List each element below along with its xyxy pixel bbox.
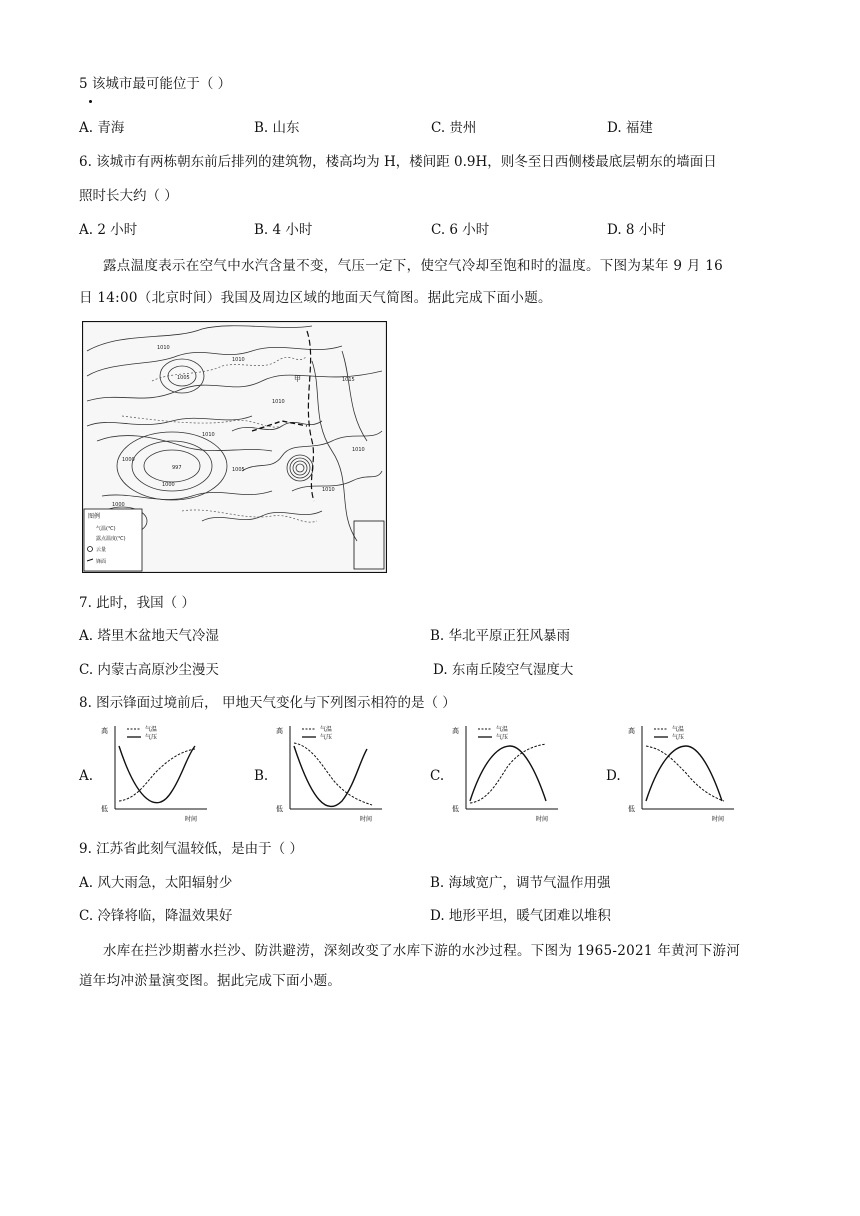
isobar-label: 1005 — [177, 375, 190, 381]
legend-item: 锋面 — [96, 559, 107, 565]
time-label: 时间 — [712, 816, 725, 823]
legend-temp: 气温 — [145, 726, 158, 733]
legend-item: 气温(℃) — [96, 526, 116, 532]
q7-option-d: D. 东南丘陵空气湿度大 — [433, 662, 574, 678]
isobar-label: 1000 — [162, 482, 175, 488]
q7-stem: 7. 此时，我国（ ） — [79, 595, 195, 611]
q9-option-b: B. 海域宽广，调节气温作用强 — [430, 875, 611, 891]
q7-option-a: A. 塔里木盆地天气冷湿 — [79, 628, 219, 644]
time-label: 时间 — [536, 816, 549, 823]
high-label: 高 — [276, 727, 283, 735]
high-label: 高 — [452, 727, 459, 735]
chart-c — [448, 721, 563, 826]
low-label: 低 — [101, 805, 108, 813]
legend-item: 露点温度(℃) — [96, 536, 126, 542]
q6-option-c: C. 6 小时 — [431, 222, 490, 238]
q6-stem-line2: 照时长大约（ ） — [79, 188, 178, 204]
low-label: 低 — [628, 805, 635, 813]
q8-option-b: B. — [254, 768, 269, 784]
isobar-label: 1010 — [352, 447, 365, 453]
isobar-label: 1005 — [232, 467, 245, 473]
chart-b — [272, 721, 387, 826]
isobar-label: 1015 — [342, 377, 355, 383]
isobar-label: 1000 — [122, 457, 135, 463]
time-label: 时间 — [185, 816, 198, 823]
intro-river-line2: 道年均冲淤量演变图。据此完成下面小题。 — [79, 973, 342, 989]
q8-stem: 8. 图示锋面过境前后， 甲地天气变化与下列图示相符的是（ ） — [79, 695, 456, 711]
low-label: 低 — [452, 805, 459, 813]
pressure-curve — [294, 746, 367, 806]
q6-stem-line1: 6. 该城市有两栋朝东前后排列的建筑物，楼高均为 H，楼间距 0.9H，则冬至日西侧楼最底层朝东的墙面日 — [79, 154, 717, 170]
q5-stem: 5 该城市最可能位于（ ） — [79, 76, 232, 92]
temp-curve — [294, 743, 372, 805]
intro-weather-line1: 露点温度表示在空气中水汽含量不变，气压一定下，使空气冷却至饱和时的温度。下图为某年 9 月 16 — [103, 258, 724, 274]
q8-option-c: C. — [430, 768, 445, 784]
q5-option-a: A. 青海 — [79, 120, 125, 136]
isobar-label: 997 — [172, 465, 182, 471]
chart-a — [97, 721, 212, 826]
legend-item: 云量 — [96, 547, 107, 553]
high-label: 高 — [101, 727, 108, 735]
isobar-label: 1010 — [157, 345, 170, 351]
intro-river-line1: 水库在拦沙期蓄水拦沙、防洪避涝，深刻改变了水库下游的水沙过程。下图为 1965-2021 年黄河下游河 — [103, 943, 741, 959]
legend-pressure: 气压 — [145, 734, 158, 741]
marker-jia: 甲 — [294, 375, 301, 383]
q7-option-c: C. 内蒙古高原沙尘漫天 — [79, 662, 219, 678]
pressure-curve — [119, 746, 195, 803]
isobar-label: 1010 — [322, 487, 335, 493]
legend-title: 图例 — [88, 513, 101, 520]
q5-option-d: D. 福建 — [607, 120, 653, 136]
q7-option-b: B. 华北平原正狂风暴雨 — [430, 628, 571, 644]
map-legend — [84, 509, 142, 571]
isobar-label: 1010 — [272, 399, 285, 405]
legend-temp: 气温 — [320, 726, 333, 733]
q9-option-d: D. 地形平坦，暖气团难以堆积 — [430, 908, 611, 924]
legend-temp: 气温 — [672, 726, 685, 733]
isobar-label: 1000 — [112, 502, 125, 508]
q6-option-a: A. 2 小时 — [79, 222, 138, 238]
intro-weather-line2: 日 14:00（北京时间）我国及周边区域的地面天气简图。据此完成下面小题。 — [79, 290, 552, 306]
isobar-label: 1010 — [202, 432, 215, 438]
isobar-label: 1010 — [232, 357, 245, 363]
low-label: 低 — [276, 805, 283, 813]
legend-pressure: 气压 — [496, 734, 509, 741]
q5-option-b: B. 山东 — [254, 120, 300, 136]
weather-map — [82, 321, 387, 573]
q9-option-c: C. 冷锋将临，降温效果好 — [79, 908, 233, 924]
q6-option-d: D. 8 小时 — [607, 222, 666, 238]
pressure-curve — [646, 746, 722, 801]
legend-pressure: 气压 — [672, 734, 685, 741]
legend-temp: 气温 — [496, 726, 509, 733]
q9-option-a: A. 风大雨急，太阳辐射少 — [79, 875, 233, 891]
q5-option-c: C. 贵州 — [431, 120, 477, 136]
time-label: 时间 — [360, 816, 373, 823]
q9-stem: 9. 江苏省此刻气温较低，是由于（ ） — [79, 841, 303, 857]
chart-d — [624, 721, 739, 826]
q8-option-d: D. — [606, 768, 621, 784]
q5-dot-mark — [89, 100, 92, 103]
high-label: 高 — [628, 727, 635, 735]
pressure-curve — [470, 746, 546, 801]
q8-option-a: A. — [79, 768, 94, 784]
q6-option-b: B. 4 小时 — [254, 222, 313, 238]
legend-pressure: 气压 — [320, 734, 333, 741]
